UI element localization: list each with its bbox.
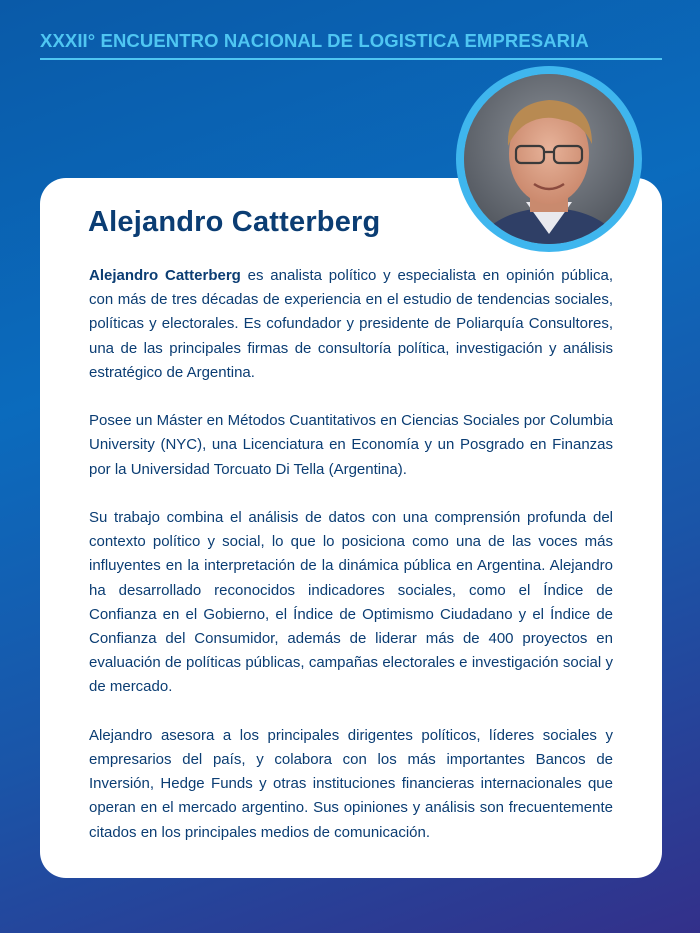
speaker-name: Alejandro Catterberg (88, 206, 381, 238)
speaker-photo (464, 74, 634, 244)
bio-paragraph-4: Alejandro asesora a los principales dirigentes políticos, líderes sociales y empresarios del país, y colabora con los más importantes Bancos de Inversión, Hedge Funds y otras instituciones financieras internacionales que operan en el mercado argentino. Sus opiniones y análisis son frecuentemente citados en los principales medios de comunicación. (89, 726, 613, 841)
speaker-portrait (456, 66, 642, 252)
speaker-bio (89, 264, 613, 845)
bio-name-bold: Alejandro Catterberg (89, 267, 241, 284)
bio-paragraph-1 (89, 264, 613, 385)
portrait-illustration (464, 74, 634, 244)
bio-paragraph-2: Posee un Máster en Métodos Cuantitativos en Ciencias Sociales por Columbia University (NYC), una Licenciatura en Economía y un Posgrado en Finanzas por la Universidad Torcuato Di Tella (Argentina). (89, 412, 613, 478)
bio-paragraph-1-text: es analista político y especialista en opinión pública, con más de tres décadas de experiencia en el estudio de tendencias sociales, políticas y electorales. Es cofundador y presidente de Poliarquía Consultores, una de las principales firmas de consultoría política, investigación y análisis estratégico de Argentina. (89, 267, 613, 381)
event-title: XXXII° ENCUENTRO NACIONAL DE LOGISTICA EMPRESARIA (40, 30, 589, 51)
bio-paragraph-3: Su trabajo combina el análisis de datos con una comprensión profunda del contexto político y social, lo que lo posiciona como una de las voces más influyentes en la interpretación de la dinámica pública en Argentina. Alejandro ha desarrollado reconocidos indicadores sociales, como el Índice de Confianza en el Gobierno, el Índice de Optimismo Ciudadano y el Índice de Confianza del Consumidor, además de liderar más de 400 proyectos en evaluación de políticas públicas, campañas electorales e investigación social y de mercado. (89, 509, 613, 696)
title-underline (40, 58, 662, 60)
